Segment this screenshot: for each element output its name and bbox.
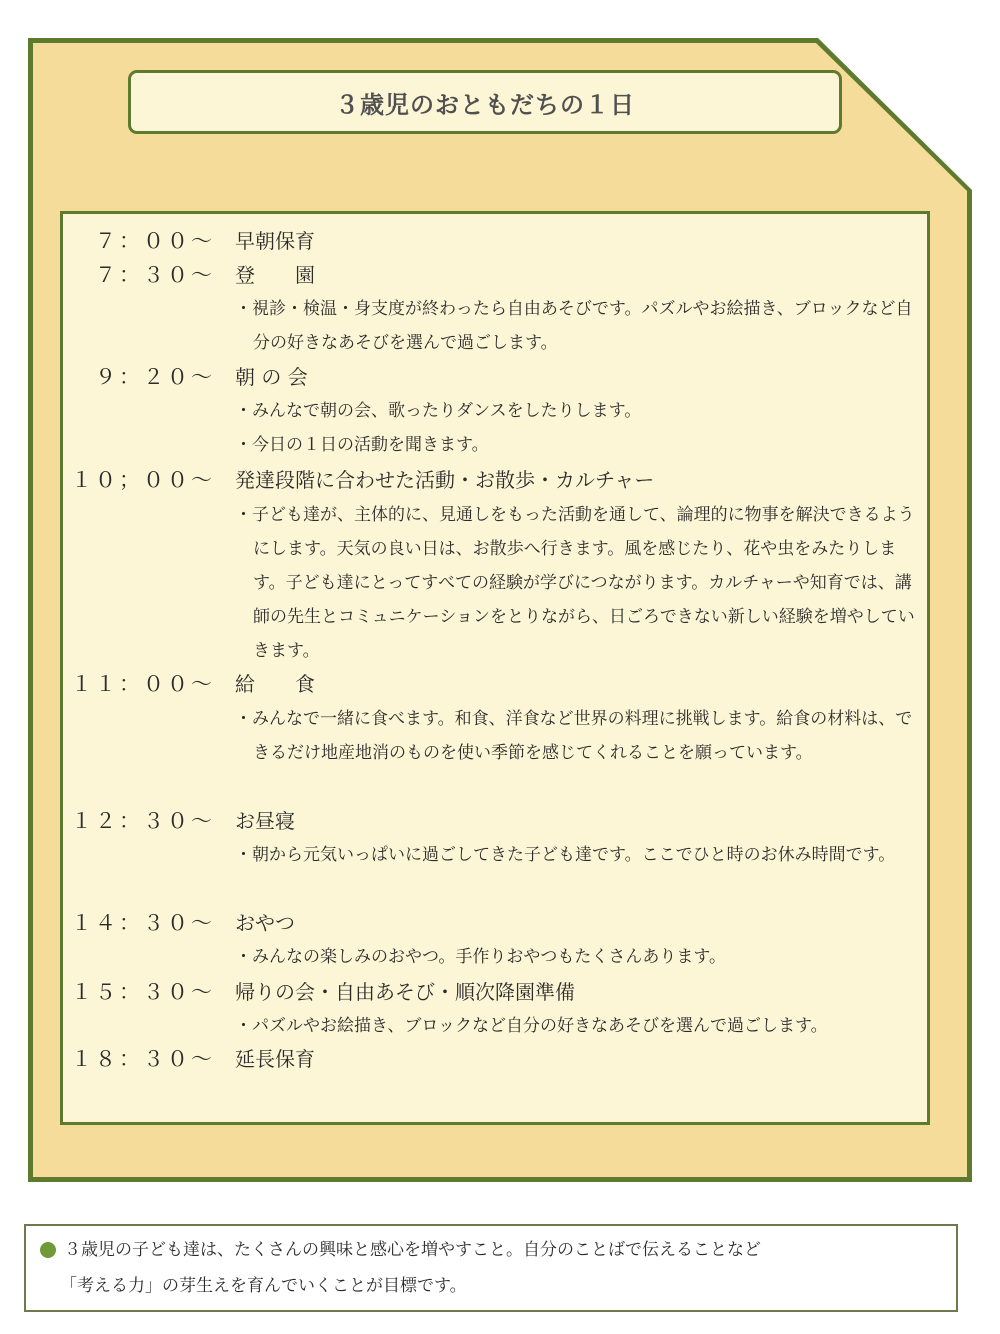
bullet-dot-icon (40, 1242, 56, 1258)
summary-box (24, 1224, 958, 1312)
entry-time: ９：２０～ (95, 365, 215, 389)
entry-activity: 帰りの会・自由あそび・順次降園準備 (235, 980, 575, 1004)
entry-activity: 登 園 (235, 263, 315, 287)
entry-activity: お昼寝 (235, 809, 295, 833)
entry-activity: 朝 の 会 (235, 365, 308, 389)
entry-time: １８：３０～ (71, 1047, 215, 1071)
entry-note: ・みんなで一緒に食べます。和食、洋食など世界の料理に挑戦します。給食の材料は、できるだけ地産地消のものを使い季節を感じてくれることを願っています。 (235, 709, 913, 763)
entry-activity: 延長保育 (235, 1047, 315, 1071)
entry-time: １４：３０～ (71, 911, 215, 935)
entry-note: ・朝から元気いっぱいに過ごしてきた子ども達です。ここでひと時のお休み時間です。 (235, 845, 896, 865)
page-title: ３歳児のおともだちの１日 (335, 90, 635, 119)
entry-note: ・みんなの楽しみのおやつ。手作りおやつもたくさんあります。 (235, 947, 726, 967)
entry-note: ・みんなで朝の会、歌ったりダンスをしたりします。 (235, 401, 642, 421)
schedule-box (60, 211, 930, 1125)
entry-time: １０；００～ (71, 468, 215, 492)
entry-time: １５：３０～ (71, 980, 215, 1004)
summary-line-2: 「考える力」の芽生えを育んでいくことが目標です。 (60, 1276, 467, 1296)
entry-activity: 給 食 (235, 672, 315, 696)
entry-activity: 早朝保育 (235, 229, 315, 253)
entry-note: ・パズルやお絵描き、ブロックなど自分の好きなあそびを選んで過ごします。 (235, 1016, 828, 1036)
entry-activity: 発達段階に合わせた活動・お散歩・カルチャー (235, 468, 655, 492)
title-box (128, 70, 842, 134)
entry-time: １２：３０～ (71, 809, 215, 833)
entry-note: ・視診・検温・身支度が終わったら自由あそびです。パズルやお絵描き、ブロックなど自分の好きなあそびを選んで過ごします。 (235, 299, 913, 353)
entry-time: ７：００～ (95, 229, 215, 253)
entry-time: １１：００～ (71, 672, 215, 696)
entry-note: ・子ども達が、主体的に、見通しをもった活動を通して、論理的に物事を解決できるようにします。天気の良い日は、お散歩へ行きます。風を感じたり、花や虫をみたりします。子ども達にとってすべての経験が学びにつながります。カルチャーや知育では、講師の先生とコミュニケーションをとりながら、日ごろできない新しい経験を増やしていきます。 (235, 505, 915, 661)
entry-note: ・今日の１日の活動を聞きます。 (235, 435, 489, 455)
summary-line-1: ３歳児の子ども達は、たくさんの興味と感心を増やすこと。自分のことばで伝えることなど (64, 1240, 761, 1260)
entry-activity: おやつ (235, 911, 295, 935)
entry-time: ７：３０～ (95, 263, 215, 287)
